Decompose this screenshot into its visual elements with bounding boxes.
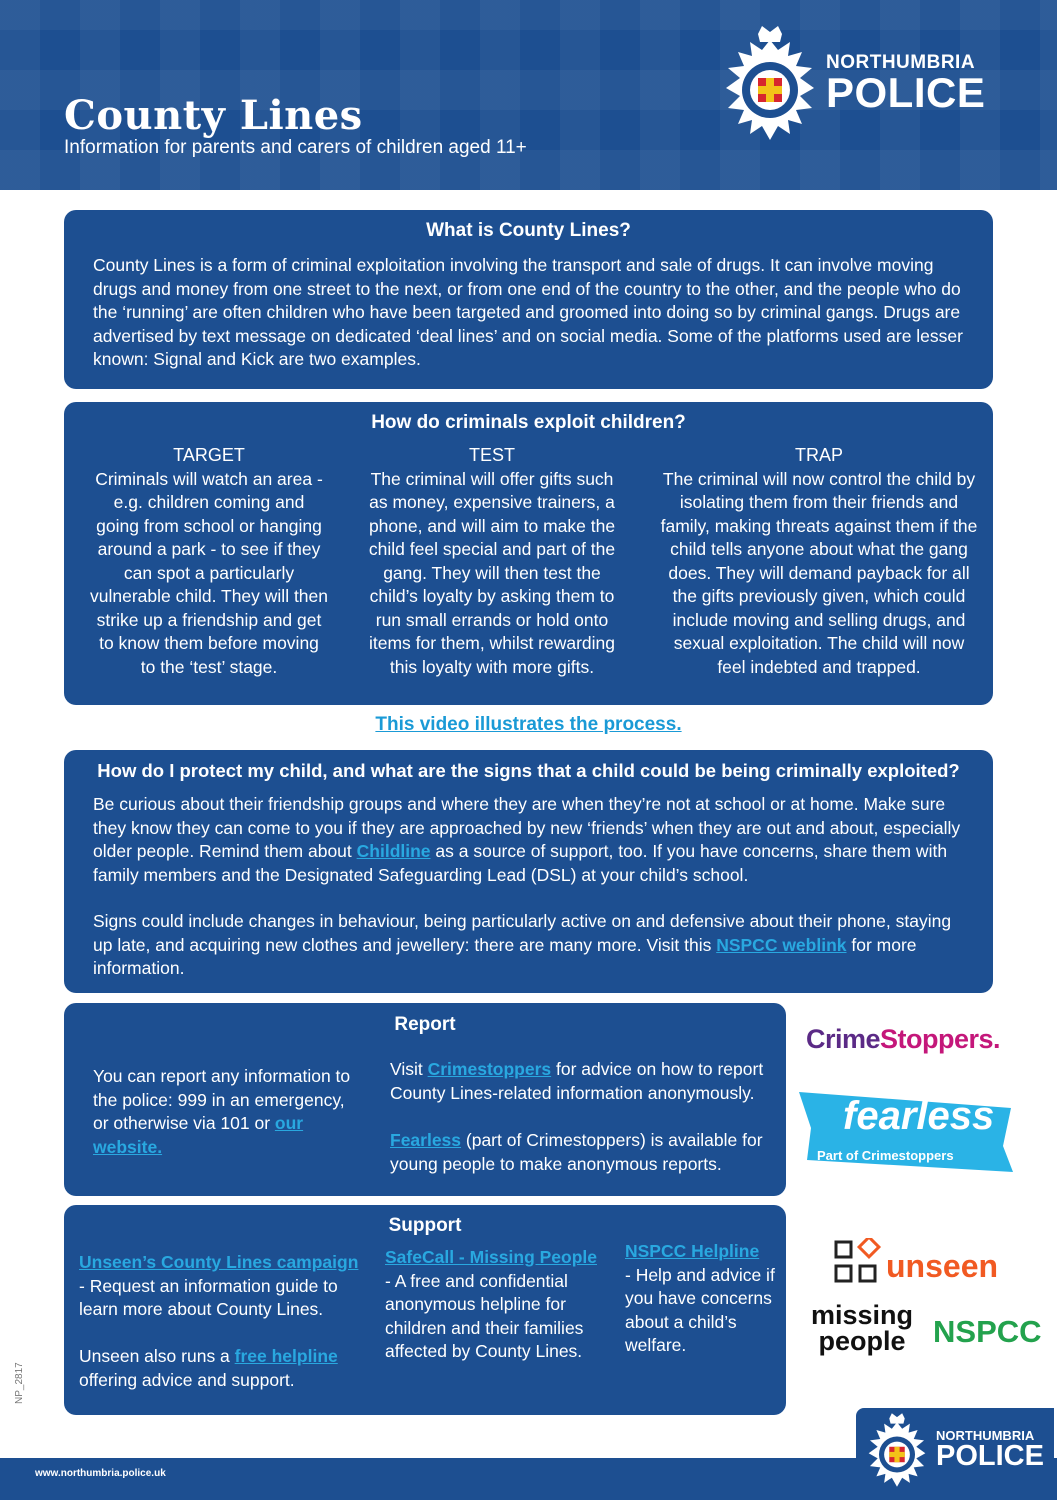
report-right-p2 xyxy=(390,1129,780,1176)
report-r2-b: (part of Crimestoppers) is available for young people to make anonymous reports. xyxy=(390,1130,763,1174)
trap-column xyxy=(658,444,980,679)
page-subtitle: Information for parents and carers of children aged 11+ xyxy=(64,137,527,158)
nspcc-helpline-text: - Help and advice if you have concerns about a child’s welfare. xyxy=(625,1264,775,1355)
crimestoppers-logo-a: Crime xyxy=(806,1024,881,1054)
support-col-nspcc xyxy=(625,1240,775,1358)
logo-wordmark xyxy=(826,53,985,114)
fearless-sub-b: Crimestoppers xyxy=(861,1148,954,1163)
unseen-wordmark: unseen xyxy=(886,1248,999,1284)
test-title: TEST xyxy=(468,445,515,465)
crimestoppers-link[interactable]: Crimestoppers xyxy=(427,1059,552,1079)
people-wordmark: people xyxy=(818,1326,906,1356)
report-left-a: You can report any information to the police: 999 in an emergency, or otherwise via 101 or xyxy=(93,1066,351,1133)
protect-paragraph-1 xyxy=(93,793,973,887)
protect-p1-text-b: as a source of support, too. If you have concerns, share them with family members and the Designated Safeguarding Lead (DSL) at your child’s school. xyxy=(93,841,948,885)
unseen-squares-icon xyxy=(834,1238,882,1286)
support-col-unseen xyxy=(79,1251,369,1392)
fearless-subtitle xyxy=(817,1148,954,1163)
protect-paragraph-2 xyxy=(93,910,973,981)
report-left-text xyxy=(93,1065,355,1159)
exploit-section xyxy=(64,402,993,705)
northumbria-police-footer-logo xyxy=(856,1408,1054,1492)
logo-line-1: NORTHUMBRIA xyxy=(826,51,976,73)
what-is-section xyxy=(64,210,993,389)
fearless-link[interactable]: Fearless xyxy=(390,1130,462,1150)
test-text: The criminal will offer gifts such as money, expensive trainers, a phone, and will aim to make the child feel special and part of the gang. They will then test the child’s loyalty by asking them to run small errands or hold onto items for them, whilst rewarding this loyalty with more gifts. xyxy=(368,468,616,677)
exploit-heading: How do criminals exploit children? xyxy=(371,412,686,433)
nspcc-helpline-link[interactable]: NSPCC Helpline xyxy=(625,1241,760,1261)
footer-url[interactable]: www.northumbria.police.uk xyxy=(35,1468,166,1479)
fearless-wordmark: fearless xyxy=(843,1094,995,1138)
what-is-heading: What is County Lines? xyxy=(426,220,631,241)
police-crest-icon xyxy=(722,24,818,142)
support-col-safecall xyxy=(385,1246,613,1364)
report-section xyxy=(64,1003,786,1196)
report-heading: Report xyxy=(394,1014,456,1035)
what-is-body: County Lines is a form of criminal exploitation involving the transport and sale of drugs. It can involve moving drugs and money from one street to the next, or from one end of the country to the other, and the people who do the ‘running’ are often children who have been targeted and groomed into doing so by criminal gangs. Drugs are advertised by text message on dedicated ‘deal lines’ and on social media. Some of the platforms used are lesser known: Signal and Kick are two examples. xyxy=(93,255,963,369)
trap-text: The criminal will now control the child by isolating them from their friends and family, making threats against them if the child tells anyone about what the gang does. They will demand payback for all the gifts previously given, which could include moving and selling drugs, and sexual exploitation. The child will now feel indebted and trapped. xyxy=(660,468,978,677)
logo-line-2: POLICE xyxy=(826,68,986,116)
free-helpline-link[interactable]: free helpline xyxy=(234,1346,338,1366)
protect-p2-text-a: Signs could include changes in behaviour, being particularly active on and defensive about their phone, staying up late, and acquiring new clothes and jewellery: there are many more. Visit this xyxy=(93,911,952,955)
unseen-helpline-a: Unseen also runs a xyxy=(79,1346,235,1366)
document-code: NP_2817 xyxy=(14,1362,25,1404)
unseen-text: - Request an information guide to learn more about County Lines. xyxy=(79,1275,338,1319)
northumbria-police-logo xyxy=(722,24,985,142)
test-column xyxy=(360,444,624,679)
safecall-link[interactable]: SafeCall - Missing People xyxy=(385,1247,597,1267)
fearless-sub-a: Part of xyxy=(817,1148,862,1163)
support-section xyxy=(64,1205,786,1415)
video-link[interactable]: This video illustrates the process. xyxy=(375,714,682,735)
report-right-p1 xyxy=(390,1058,780,1105)
unseen-campaign-link[interactable]: Unseen’s County Lines campaign xyxy=(79,1252,359,1272)
police-crest-small-icon xyxy=(866,1412,928,1488)
unseen-helpline-b: offering advice and support. xyxy=(79,1369,295,1390)
protect-p2-text-b: for more information. xyxy=(93,934,917,978)
crimestoppers-logo[interactable] xyxy=(806,1024,1000,1055)
protect-section xyxy=(64,750,993,993)
unseen-logo[interactable] xyxy=(834,1238,1014,1288)
missing-wordmark: missing xyxy=(810,1300,914,1330)
missing-people-logo[interactable] xyxy=(798,1302,926,1354)
target-column xyxy=(90,444,328,679)
safecall-text: - A free and confidential anonymous helpline for children and their families affected by County Lines. xyxy=(385,1270,584,1361)
target-text: Criminals will watch an area - e.g. children coming and going from school or hanging around a park - to see if they can spot a particularly vulnerable child. They will then strike up a friendship and get to know them before moving to the ‘test’ stage. xyxy=(90,468,329,677)
nspcc-logo[interactable]: NSPCC xyxy=(933,1314,1042,1349)
footer-logo-line-1: NORTHUMBRIA xyxy=(936,1428,1035,1443)
target-title: TARGET xyxy=(173,445,245,465)
support-heading: Support xyxy=(388,1215,462,1236)
trap-title: TRAP xyxy=(794,445,843,465)
crimestoppers-logo-b: Stoppers. xyxy=(880,1024,1001,1054)
report-r1-b: for advice on how to report County Lines-related information anonymously. xyxy=(390,1059,764,1103)
our-website-link[interactable]: our website. xyxy=(93,1113,304,1157)
nspcc-weblink[interactable]: NSPCC weblink xyxy=(716,934,847,955)
footer-logo-line-2: POLICE xyxy=(936,1440,1044,1472)
report-r1-a: Visit xyxy=(390,1059,428,1079)
protect-heading: How do I protect my child, and what are the signs that a child could be being criminally exploited? xyxy=(97,760,960,781)
footer-logo-wordmark xyxy=(936,1429,1044,1471)
page-title: County Lines xyxy=(64,92,363,139)
protect-p1-text-a: Be curious about their friendship groups and where they are when they’re not at school or at home. Make sure they know they can come to you if they are approached by new ‘friends’ when they are out and about, especially older people. Remind them about xyxy=(93,794,961,861)
fearless-logo[interactable] xyxy=(797,1088,1017,1174)
childline-link[interactable]: Childline xyxy=(356,841,431,861)
